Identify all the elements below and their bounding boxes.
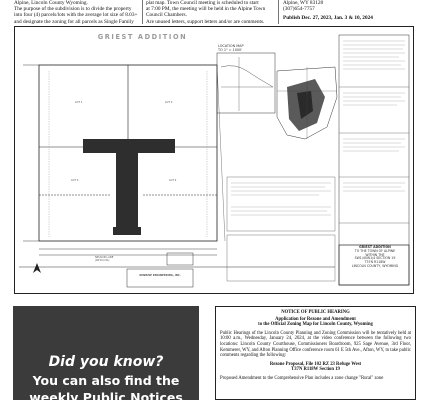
surveyor-block: [127, 269, 193, 287]
road-label: [95, 256, 113, 262]
notice-body: Public Hearings of the Lincoln County Planning and Zoning Commission will be tentatively held at 10:00 a.m., Wednesday, January 24, 2024, at the video conference between the following two locations: Lincoln County Courthouse, Commissioners Boardroom, 925 Sage Avenue, 3rd Floor, Kemmerer, WY, and Afton Planning Office conference room 61 E 5th Ave., Afton, WY, to take public comments regarding the following:: [220, 330, 411, 359]
public-hearing-notice: [215, 306, 416, 400]
text-line: Are unused letters, support letters and/or are comments.: [146, 18, 265, 25]
location-map-label: [218, 44, 244, 52]
text-line: NELSON LANE: [95, 256, 114, 259]
notice-proposal: T37N R118W Section 19: [291, 367, 340, 373]
lot-label: LOT 2: [165, 101, 173, 104]
column-divider: [278, 0, 279, 24]
text-line: The purpose of the subdivision is to divide the property: [14, 6, 132, 13]
north-arrow-icon: [33, 263, 41, 273]
text-line: (307)654-7757: [283, 6, 315, 13]
notice-column-middle: [146, 0, 270, 25]
notice-body: Proposed Amendment to the Comprehensive Plan includes a zone change "Rural" zone: [220, 375, 384, 381]
title-block-text: [341, 246, 409, 269]
text-line: TO 1" = 1000': [218, 48, 243, 52]
top-notice-strip: [0, 0, 428, 24]
text-line: into four (4) parcels/lots with the average lot size of 8.03+: [14, 12, 138, 19]
certificate-block: [227, 177, 335, 231]
certificate-block: [227, 235, 335, 281]
notice-proposal: Rezone Proposal, File 102 RZ 23 Refuge West: [269, 361, 362, 367]
text-line: TO THE TOWN OF ALPINE: [354, 248, 396, 253]
notice-column-right: [283, 0, 423, 22]
text-line: (60'R.O.W.): [95, 259, 110, 263]
lot-label: LOT 3: [71, 179, 79, 182]
notice-subheading: to the Official Zoning Map for Lincoln County, Wyoming: [258, 322, 373, 328]
text-line: Council Chambers.: [146, 12, 187, 19]
plat-title: GRIEST ADDITION: [97, 33, 188, 41]
column-divider: [142, 0, 143, 24]
notice-heading: NOTICE OF PUBLIC HEARING: [281, 310, 350, 315]
text-line: SW1/4SW1/4 SECTION 19: [354, 256, 396, 261]
text-line: WITHIN THE: [365, 252, 385, 257]
text-line: GRIEST ADDITION: [359, 245, 391, 249]
text-line: T37N R118W: [364, 260, 386, 265]
section-line: [217, 65, 225, 241]
text-line: LOCATION MAP: [218, 44, 244, 48]
ad-headline: Did you know?: [48, 354, 164, 370]
road-end: [113, 227, 141, 235]
text-line: at 7:00 PM, the meeting will be held in the Alpine Town: [146, 6, 266, 13]
text-line: plat map. Town Council meeting is scheduled to start: [146, 0, 259, 6]
text-line: LINCOLN COUNTY, WYOMING: [351, 263, 399, 268]
road-stem: [116, 147, 138, 233]
text-line: Alpine, Lincoln County Wyoming.: [14, 0, 88, 6]
text-line: Alpine, WY 83128: [283, 0, 324, 6]
notice-column-left: [14, 0, 138, 25]
surveyor-name: SUNRISE ENGINEERING, INC.: [139, 274, 181, 277]
text-line: and designate the zoning for all parcels as Single Family: [14, 18, 134, 25]
ad-line: You can also find the: [32, 373, 180, 388]
lot-label: LOT 1: [75, 101, 83, 104]
ad-line: weekly Public Notices: [29, 390, 183, 405]
lot-label: LOT 4: [169, 179, 177, 182]
publish-line: Publish Dec. 27, 2023, Jan. 3 & 10, 2024: [283, 15, 373, 22]
public-notices-ad: [13, 306, 199, 405]
plat-map: [14, 26, 414, 294]
notice-subheading: Application for Rezone and Amendment: [275, 316, 356, 322]
